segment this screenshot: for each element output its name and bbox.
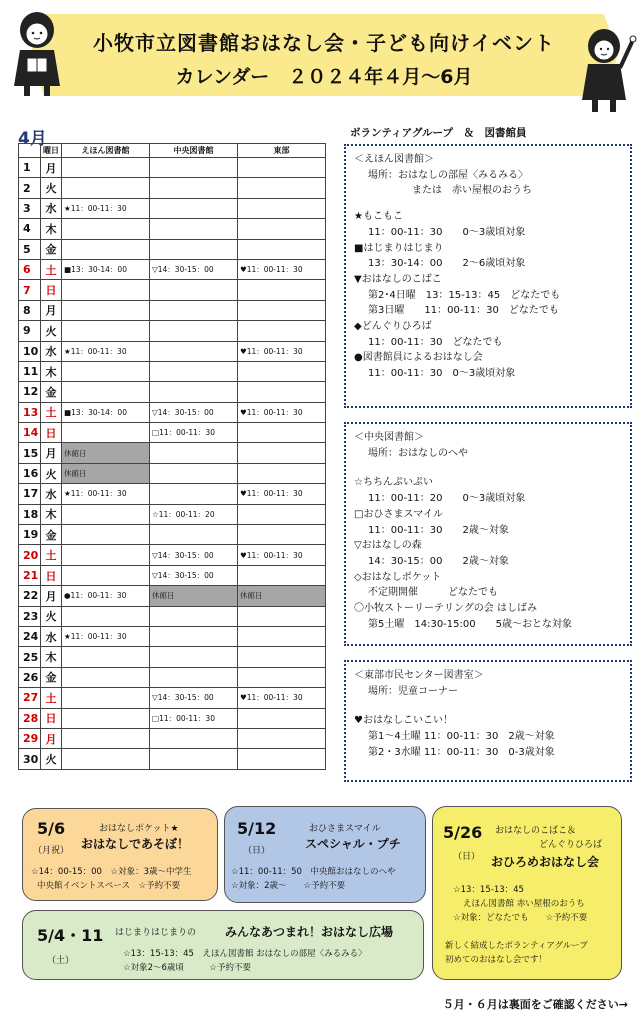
chuo-place: 場所：おはなしのへや bbox=[368, 447, 468, 459]
ehon-place-alt: または 赤い屋根のおうち bbox=[412, 185, 532, 197]
calendar-cell-ehon: 休館日 bbox=[62, 463, 150, 483]
calendar-row bbox=[19, 688, 326, 708]
calendar-date: 1 bbox=[19, 158, 41, 178]
ehon-program: ●図書館員によるおはなし会 bbox=[354, 352, 483, 364]
calendar-cell-chuo: ☆11：00-11：20 bbox=[150, 504, 238, 524]
calendar-row bbox=[19, 158, 326, 178]
calendar-cell-tobu bbox=[238, 626, 326, 646]
calendar-row bbox=[19, 443, 326, 463]
volunteer-label: ボランティアグループ ＆ 図書館員 bbox=[350, 127, 527, 139]
calendar-header-cell: 中央図書館 bbox=[150, 144, 238, 158]
calendar-weekday: 日 bbox=[41, 280, 62, 300]
calendar-row bbox=[19, 239, 326, 259]
footer-note: ５月・６月は裏面をご確認ください→ bbox=[442, 998, 628, 1011]
calendar-row bbox=[19, 525, 326, 545]
calendar-weekday: 水 bbox=[41, 626, 62, 646]
calendar-date: 5 bbox=[19, 239, 41, 259]
calendar-row bbox=[19, 402, 326, 422]
calendar-date: 3 bbox=[19, 198, 41, 218]
calendar-cell-ehon bbox=[62, 606, 150, 626]
calendar-date: 21 bbox=[19, 565, 41, 585]
calendar-row bbox=[19, 749, 326, 769]
calendar-cell-chuo: ▽14：30-15：00 bbox=[150, 565, 238, 585]
chuo-time: 11：00-11：30 2歳～対象 bbox=[368, 524, 509, 536]
calendar-cell-chuo bbox=[150, 382, 238, 402]
calendar-cell-tobu bbox=[238, 749, 326, 769]
girl-reading-illustration bbox=[6, 6, 68, 100]
calendar-header-cell: 東部 bbox=[238, 144, 326, 158]
calendar-date: 12 bbox=[19, 382, 41, 402]
calendar-weekday: 日 bbox=[41, 565, 62, 585]
calendar-cell-ehon bbox=[62, 545, 150, 565]
calendar-cell-tobu bbox=[238, 382, 326, 402]
calendar-cell-chuo bbox=[150, 525, 238, 545]
calendar-cell-tobu bbox=[238, 728, 326, 748]
calendar-row bbox=[19, 382, 326, 402]
calendar-cell-tobu bbox=[238, 219, 326, 239]
calendar-date: 10 bbox=[19, 341, 41, 361]
calendar-cell-tobu bbox=[238, 280, 326, 300]
calendar-cell-ehon bbox=[62, 239, 150, 259]
calendar-row bbox=[19, 504, 326, 524]
calendar-date: 4 bbox=[19, 219, 41, 239]
event-card-5-12 bbox=[224, 806, 426, 903]
calendar-row bbox=[19, 321, 326, 341]
calendar-cell-chuo bbox=[150, 626, 238, 646]
chuo-library-info-box bbox=[344, 422, 632, 646]
event-date: 5/6 bbox=[37, 819, 66, 838]
calendar-weekday: 土 bbox=[41, 259, 62, 279]
event-card-5-4-11 bbox=[22, 910, 424, 980]
calendar-row bbox=[19, 626, 326, 646]
calendar-weekday: 金 bbox=[41, 382, 62, 402]
event-detail: えほん図書館 赤い屋根のおうち bbox=[463, 899, 585, 909]
chuo-time: 第5土曜 14:30-15:00 5歳～おとな対象 bbox=[368, 618, 572, 630]
calendar-cell-ehon bbox=[62, 504, 150, 524]
calendar-weekday: 月 bbox=[41, 586, 62, 606]
ehon-library-info-box bbox=[344, 144, 632, 408]
april-calendar-table bbox=[18, 143, 326, 770]
ehon-time: 11：00-11：30 どなたでも bbox=[368, 336, 503, 348]
ehon-time: 11：00-11：30 0～3歳頃対象 bbox=[368, 226, 526, 238]
tobu-place: 場所：児童コーナー bbox=[368, 685, 458, 697]
calendar-cell-tobu bbox=[238, 708, 326, 728]
event-detail: ☆13：15-13：45 えほん図書館 おはなしの部屋〈みるみる〉 bbox=[123, 949, 367, 959]
event-title: おはなしであそぼ！ bbox=[81, 837, 190, 851]
event-day: （日） bbox=[243, 846, 271, 856]
calendar-row bbox=[19, 259, 326, 279]
calendar-cell-tobu bbox=[238, 565, 326, 585]
calendar-header-cell: えほん図書館 bbox=[62, 144, 150, 158]
event-day: （月祝） bbox=[33, 846, 70, 856]
calendar-date: 8 bbox=[19, 300, 41, 320]
calendar-cell-tobu: 休館日 bbox=[238, 586, 326, 606]
calendar-cell-chuo bbox=[150, 361, 238, 381]
event-title: おひろめおはなし会 bbox=[491, 855, 600, 869]
event-detail: ☆14：00-15：00 ☆対象：3歳～中学生 bbox=[31, 867, 192, 877]
chuo-program: ☆ちちんぷいぷい bbox=[354, 477, 433, 489]
calendar-cell-tobu bbox=[238, 443, 326, 463]
calendar-weekday: 日 bbox=[41, 423, 62, 443]
chuo-time: 不定期開催 どなたでも bbox=[368, 587, 498, 599]
calendar-cell-tobu: ♥11：00-11：30 bbox=[238, 402, 326, 422]
ehon-place: 場所：おはなしの部屋〈みるみる〉 bbox=[368, 169, 528, 181]
calendar-cell-tobu: ♥11：00-11：30 bbox=[238, 688, 326, 708]
calendar-row bbox=[19, 361, 326, 381]
calendar-header-cell bbox=[19, 144, 41, 158]
title-banner bbox=[44, 14, 604, 96]
calendar-cell-ehon bbox=[62, 280, 150, 300]
calendar-date: 7 bbox=[19, 280, 41, 300]
calendar-weekday: 木 bbox=[41, 361, 62, 381]
calendar-cell-ehon bbox=[62, 158, 150, 178]
calendar-cell-ehon bbox=[62, 382, 150, 402]
calendar-cell-ehon bbox=[62, 525, 150, 545]
calendar-weekday: 日 bbox=[41, 708, 62, 728]
calendar-cell-ehon bbox=[62, 728, 150, 748]
event-tag: どんぐりひろば bbox=[539, 840, 603, 850]
calendar-cell-chuo bbox=[150, 280, 238, 300]
event-detail: ☆11：00-11：50 中央館おはなしのへや bbox=[231, 867, 396, 877]
calendar-cell-ehon: 休館日 bbox=[62, 443, 150, 463]
ehon-title: ＜えほん図書館＞ bbox=[354, 154, 434, 165]
calendar-weekday: 土 bbox=[41, 545, 62, 565]
calendar-cell-chuo bbox=[150, 239, 238, 259]
calendar-cell-chuo bbox=[150, 667, 238, 687]
event-date: 5/4・11 bbox=[37, 926, 104, 945]
calendar-date: 17 bbox=[19, 484, 41, 504]
calendar-cell-ehon bbox=[62, 321, 150, 341]
ehon-program: ◆どんぐりひろば bbox=[354, 321, 432, 333]
calendar-weekday: 火 bbox=[41, 321, 62, 341]
calendar-weekday: 木 bbox=[41, 219, 62, 239]
calendar-row bbox=[19, 647, 326, 667]
event-note: 初めてのおはなし会です！ bbox=[445, 955, 548, 965]
calendar-cell-chuo: ▽14：30-15：00 bbox=[150, 402, 238, 422]
calendar-cell-tobu bbox=[238, 321, 326, 341]
girl-waving-illustration bbox=[576, 24, 638, 118]
calendar-weekday: 金 bbox=[41, 667, 62, 687]
tobu-time: 第1～4土曜 11：00-11：30 2歳～対象 bbox=[368, 731, 555, 743]
chuo-time: 11：00-11：20 0～3歳頃対象 bbox=[368, 493, 526, 505]
event-detail: ☆対象：2歳～ ☆予約不要 bbox=[231, 881, 346, 891]
ehon-time: 11：00-11：30 0～3歳頃対象 bbox=[368, 368, 516, 380]
calendar-date: 11 bbox=[19, 361, 41, 381]
calendar-row bbox=[19, 586, 326, 606]
calendar-cell-chuo bbox=[150, 443, 238, 463]
event-date: 5/26 bbox=[443, 823, 483, 842]
calendar-cell-chuo bbox=[150, 606, 238, 626]
chuo-program: 〇小牧ストーリーテリングの会 はしばみ bbox=[354, 603, 537, 615]
calendar-date: 18 bbox=[19, 504, 41, 524]
calendar-cell-chuo: □11：00-11：30 bbox=[150, 423, 238, 443]
calendar-date: 28 bbox=[19, 708, 41, 728]
calendar-weekday: 水 bbox=[41, 198, 62, 218]
calendar-cell-tobu bbox=[238, 423, 326, 443]
calendar-cell-tobu bbox=[238, 158, 326, 178]
calendar-cell-tobu bbox=[238, 647, 326, 667]
tobu-program: ♥おはなしこいこい！ bbox=[354, 715, 453, 727]
calendar-date: 9 bbox=[19, 321, 41, 341]
calendar-date: 14 bbox=[19, 423, 41, 443]
calendar-cell-ehon: ■13：30-14：00 bbox=[62, 259, 150, 279]
calendar-weekday: 月 bbox=[41, 300, 62, 320]
calendar-cell-tobu bbox=[238, 667, 326, 687]
calendar-cell-tobu: ♥11：00-11：30 bbox=[238, 341, 326, 361]
calendar-cell-tobu bbox=[238, 525, 326, 545]
calendar-cell-chuo bbox=[150, 178, 238, 198]
calendar-cell-ehon: ★11：00-11：30 bbox=[62, 198, 150, 218]
page-subtitle: カレンダー ２０２４年４月～6月 bbox=[175, 66, 473, 88]
calendar-cell-ehon: ★11：00-11：30 bbox=[62, 341, 150, 361]
calendar-cell-ehon bbox=[62, 219, 150, 239]
event-title: みんなあつまれ！おはなし広場 bbox=[225, 925, 394, 939]
calendar-weekday: 火 bbox=[41, 463, 62, 483]
calendar-date: 23 bbox=[19, 606, 41, 626]
calendar-row bbox=[19, 178, 326, 198]
calendar-cell-tobu: ♥11：00-11：30 bbox=[238, 545, 326, 565]
calendar-cell-tobu bbox=[238, 504, 326, 524]
event-title: スペシャル・プチ bbox=[305, 837, 401, 851]
calendar-cell-ehon bbox=[62, 667, 150, 687]
calendar-cell-tobu: ♥11：00-11：30 bbox=[238, 484, 326, 504]
calendar-row bbox=[19, 300, 326, 320]
calendar-cell-chuo bbox=[150, 484, 238, 504]
calendar-date: 6 bbox=[19, 259, 41, 279]
event-tag: はじまりはじまりの bbox=[115, 928, 197, 938]
calendar-cell-ehon bbox=[62, 565, 150, 585]
calendar-cell-tobu bbox=[238, 178, 326, 198]
calendar-cell-chuo: 休館日 bbox=[150, 586, 238, 606]
calendar-cell-ehon: ★11：00-11：30 bbox=[62, 484, 150, 504]
ehon-time: 第3日曜 11：00-11：30 どなたでも bbox=[368, 305, 559, 317]
calendar-weekday: 金 bbox=[41, 239, 62, 259]
calendar-date: 22 bbox=[19, 586, 41, 606]
calendar-row bbox=[19, 667, 326, 687]
event-card-5-6 bbox=[22, 808, 218, 901]
calendar-row bbox=[19, 545, 326, 565]
calendar-weekday: 木 bbox=[41, 647, 62, 667]
calendar-cell-tobu bbox=[238, 300, 326, 320]
calendar-date: 29 bbox=[19, 728, 41, 748]
calendar-cell-chuo: ▽14：30-15：00 bbox=[150, 259, 238, 279]
event-detail: ☆13：15-13：45 bbox=[453, 885, 524, 895]
tobu-library-info-box bbox=[344, 660, 632, 782]
chuo-program: □おひさまスマイル bbox=[354, 508, 444, 520]
calendar-cell-ehon: ●11：00-11：30 bbox=[62, 586, 150, 606]
calendar-date: 15 bbox=[19, 443, 41, 463]
calendar-cell-chuo bbox=[150, 300, 238, 320]
calendar-date: 16 bbox=[19, 463, 41, 483]
event-detail: ☆対象2～6歳頃 ☆予約不要 bbox=[123, 963, 252, 973]
calendar-date: 2 bbox=[19, 178, 41, 198]
event-date: 5/12 bbox=[237, 819, 277, 838]
calendar-cell-ehon bbox=[62, 361, 150, 381]
calendar-cell-tobu bbox=[238, 463, 326, 483]
calendar-cell-chuo bbox=[150, 321, 238, 341]
calendar-cell-ehon: ★11：00-11：30 bbox=[62, 626, 150, 646]
calendar-cell-tobu bbox=[238, 606, 326, 626]
calendar-weekday: 月 bbox=[41, 728, 62, 748]
calendar-cell-chuo bbox=[150, 728, 238, 748]
calendar-weekday: 火 bbox=[41, 749, 62, 769]
calendar-cell-chuo bbox=[150, 219, 238, 239]
calendar-cell-chuo bbox=[150, 158, 238, 178]
calendar-cell-ehon bbox=[62, 647, 150, 667]
calendar-weekday: 金 bbox=[41, 525, 62, 545]
calendar-cell-ehon bbox=[62, 423, 150, 443]
calendar-weekday: 水 bbox=[41, 341, 62, 361]
event-detail: ☆対象：どなたでも ☆予約不要 bbox=[453, 913, 588, 923]
calendar-cell-tobu bbox=[238, 239, 326, 259]
calendar-row bbox=[19, 341, 326, 361]
calendar-weekday: 水 bbox=[41, 484, 62, 504]
calendar-cell-chuo bbox=[150, 647, 238, 667]
calendar-weekday: 火 bbox=[41, 178, 62, 198]
event-tag: おはなしのこばこ＆ bbox=[495, 826, 577, 836]
calendar-cell-ehon bbox=[62, 300, 150, 320]
calendar-date: 30 bbox=[19, 749, 41, 769]
calendar-date: 26 bbox=[19, 667, 41, 687]
calendar-cell-chuo bbox=[150, 341, 238, 361]
tobu-time: 第2・3水曜 11：00-11：30 0-3歳対象 bbox=[368, 746, 555, 758]
calendar-cell-chuo: ▽14：30-15：00 bbox=[150, 688, 238, 708]
calendar-cell-chuo: □11：00-11：30 bbox=[150, 708, 238, 728]
calendar-header-cell: 曜日 bbox=[41, 144, 62, 158]
calendar-weekday: 土 bbox=[41, 402, 62, 422]
calendar-row bbox=[19, 198, 326, 218]
calendar-cell-tobu bbox=[238, 361, 326, 381]
calendar-cell-tobu bbox=[238, 198, 326, 218]
calendar-row bbox=[19, 280, 326, 300]
chuo-title: ＜中央図書館＞ bbox=[354, 432, 424, 443]
tobu-title: ＜東部市民センター図書室＞ bbox=[354, 670, 484, 681]
ehon-program: ★もこもこ bbox=[354, 211, 403, 223]
calendar-cell-ehon bbox=[62, 708, 150, 728]
calendar-date: 19 bbox=[19, 525, 41, 545]
calendar-date: 24 bbox=[19, 626, 41, 646]
event-tag: おひさまスマイル bbox=[309, 824, 381, 834]
month-label: 4月 bbox=[18, 129, 47, 149]
page-title: 小牧市立図書館おはなし会・子ども向けイベント bbox=[93, 31, 555, 55]
calendar-row bbox=[19, 484, 326, 504]
calendar-weekday: 火 bbox=[41, 606, 62, 626]
calendar-row bbox=[19, 728, 326, 748]
event-note: 新しく結成したボランティアグループ bbox=[445, 941, 588, 951]
event-day: （日） bbox=[453, 852, 481, 862]
calendar-weekday: 月 bbox=[41, 443, 62, 463]
ehon-program: ■はじまりはじまり bbox=[354, 242, 444, 254]
calendar-row bbox=[19, 463, 326, 483]
calendar-weekday: 土 bbox=[41, 688, 62, 708]
ehon-time: 第2･4日曜 13：15-13：45 どなたでも bbox=[368, 289, 561, 301]
calendar-cell-ehon: ■13：30-14：00 bbox=[62, 402, 150, 422]
calendar-cell-chuo bbox=[150, 749, 238, 769]
calendar-cell-ehon bbox=[62, 688, 150, 708]
chuo-program: ▽おはなしの森 bbox=[354, 540, 422, 552]
calendar-date: 20 bbox=[19, 545, 41, 565]
calendar-row bbox=[19, 565, 326, 585]
calendar-row bbox=[19, 606, 326, 626]
event-tag: おはなしポケット★ bbox=[99, 824, 179, 834]
calendar-row bbox=[19, 708, 326, 728]
calendar-cell-ehon bbox=[62, 749, 150, 769]
calendar-weekday: 月 bbox=[41, 158, 62, 178]
calendar-row bbox=[19, 219, 326, 239]
event-day: （土） bbox=[47, 956, 75, 966]
calendar-cell-chuo bbox=[150, 198, 238, 218]
event-detail: 中央館イベントスペース ☆予約不要 bbox=[37, 881, 181, 891]
calendar-cell-tobu: ♥11：00-11：30 bbox=[238, 259, 326, 279]
calendar-row bbox=[19, 423, 326, 443]
calendar-date: 25 bbox=[19, 647, 41, 667]
ehon-program: ▼おはなしのこばこ bbox=[354, 273, 442, 285]
ehon-time: 13：30-14：00 2～6歳頃対象 bbox=[368, 258, 526, 270]
calendar-weekday: 木 bbox=[41, 504, 62, 524]
calendar-date: 27 bbox=[19, 688, 41, 708]
event-card-5-26 bbox=[432, 806, 622, 980]
chuo-time: 14：30-15：00 2歳～対象 bbox=[368, 555, 509, 567]
calendar-cell-chuo: ▽14：30-15：00 bbox=[150, 545, 238, 565]
calendar-cell-chuo bbox=[150, 463, 238, 483]
calendar-date: 13 bbox=[19, 402, 41, 422]
calendar-cell-ehon bbox=[62, 178, 150, 198]
chuo-program: ◇おはなしポケット bbox=[354, 571, 442, 583]
